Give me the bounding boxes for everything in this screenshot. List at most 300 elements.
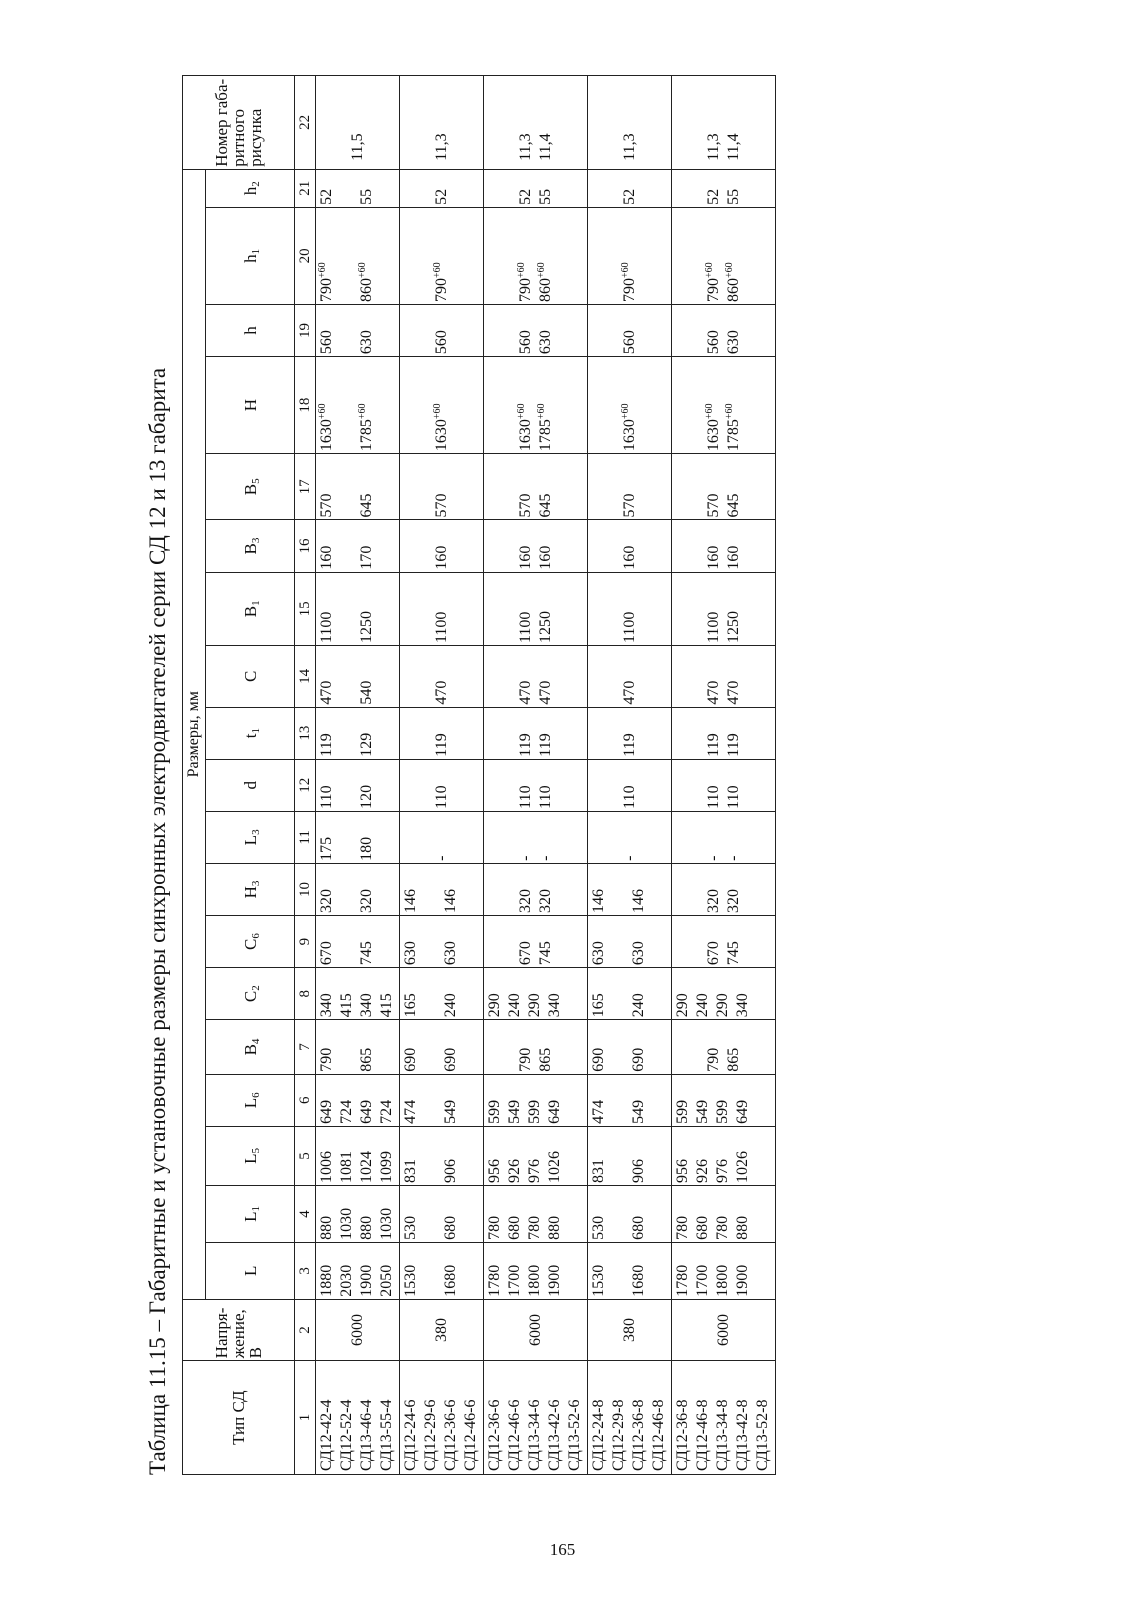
cell-line [649,866,669,913]
cell-line: 690 [402,1047,419,1072]
cell-line: 680 [630,1215,647,1240]
dim-header [206,454,295,520]
dim-subscript: 5 [249,478,262,484]
dim-cell-h1 [588,207,672,304]
voltage-cell: 6000 [484,1299,588,1361]
cell-line [317,359,337,451]
cell-line: СД12-46-8 [694,1399,711,1471]
dim-cell-h3 [400,863,484,915]
cell-line [609,1077,629,1124]
dim-subscript: 6 [249,933,262,939]
cell-line: СД13-55-4 [378,1399,395,1471]
cell-line: 1700 [506,1264,523,1297]
dim-cell-c6 [588,916,672,968]
tolerance-superscript: +60 [317,262,328,278]
table-row [588,76,672,1475]
dim-cell-c [400,646,484,708]
cell-line: 570 [516,493,534,518]
cell-line: 470 [724,680,742,705]
cell-line: 630 [402,941,419,966]
cell-line: 129 [358,732,375,757]
cell-line: СД12-29-6 [422,1399,439,1471]
table-row [316,76,400,1475]
cell-line: 119 [704,733,722,757]
cell-line [421,918,441,965]
column-number: 5 [295,1126,316,1185]
cell-value: 860 [358,277,375,302]
cell-line: 690 [630,1047,647,1072]
cell-line: 1026 [546,1151,563,1184]
dim-header [206,169,295,207]
cell-line [704,210,724,302]
dim-cell-b1 [316,572,400,645]
cell-line: 11,3 [704,133,722,161]
tolerance-superscript: +60 [619,262,631,278]
cell-line: 340 [734,993,751,1018]
dim-cell-l3 [316,811,400,863]
cell-line [377,456,397,517]
cell-line: 180 [358,836,375,861]
column-number: 4 [295,1186,316,1243]
cell-line: 55 [536,188,554,205]
dim-header [206,968,295,1020]
cell-line [337,814,357,861]
cell-line: 320 [318,889,335,914]
cell-line: 110 [704,785,722,809]
cell-line: 1250 [724,611,742,644]
cell-line [377,648,397,705]
column-number: 10 [295,863,316,915]
cell-line [357,210,377,302]
cell-line: 110 [432,785,450,809]
column-number: 8 [295,968,316,1020]
cell-line: СД12-36-6 [442,1399,459,1471]
cell-value: 1785 [536,419,554,452]
cell-line: 160 [516,545,534,570]
cell-line: 119 [318,733,335,757]
cell-line: 55 [724,188,742,205]
cell-line: 52 [620,188,638,205]
column-number: 9 [295,916,316,968]
dim-symbol: B [240,1044,260,1056]
dim-cell-b4 [400,1020,484,1074]
cell-line [337,866,357,913]
table-row [484,76,588,1475]
cell-line [461,1077,481,1124]
dim-cell-l3 [672,811,776,863]
dim-cell-h [484,304,588,356]
cell-line: 11,3 [432,133,450,161]
cell-line: 780 [486,1215,503,1240]
cell-line: 549 [694,1099,711,1124]
dim-symbol: L [240,1265,260,1277]
dim-symbol: L [240,1153,260,1164]
cell-value: 1630 [318,419,335,452]
dim-cell-b1 [400,572,484,645]
cell-line: 110 [724,785,742,809]
dim-cell-l [400,1242,484,1299]
cell-line [649,1129,669,1183]
cell-line: 780 [526,1215,543,1240]
column-number: 6 [295,1074,316,1126]
cell-line: 570 [432,493,450,518]
cell-line [461,918,481,965]
cell-line: СД13-42-6 [546,1399,563,1471]
dim-cell-l5 [672,1126,776,1185]
cell-line: СД12-36-8 [674,1399,691,1471]
dim-symbol: t [240,733,260,739]
dim-symbol: h [240,186,260,196]
cell-line: 415 [338,993,355,1018]
dim-symbol: L [240,1097,260,1109]
cell-line: 1530 [590,1264,607,1297]
cell-line: 240 [506,993,523,1018]
cell-value: 1630 [516,419,534,452]
cell-line: СД12-36-8 [630,1399,647,1471]
dim-cell-b3 [588,520,672,572]
dim-cell-b5 [316,454,400,520]
cell-line: 680 [442,1215,459,1240]
tolerance-superscript: +60 [357,262,368,278]
cell-line: 560 [516,330,534,355]
dim-cell-l6 [484,1074,588,1126]
dim-symbol: d [240,781,260,790]
figure-cell [588,76,672,170]
cell-value: 790 [318,277,335,302]
cell-line [536,359,556,451]
cell-line: СД13-34-6 [526,1399,543,1471]
cell-line: 956 [674,1159,691,1184]
cell-line [337,307,357,354]
cell-line: 560 [318,330,335,355]
cell-line: 175 [318,836,335,861]
figure-cell [672,76,776,170]
cell-line [377,307,397,354]
cell-line: 290 [526,993,543,1018]
dim-cell-h2 [484,169,588,207]
cell-line [620,359,640,451]
cell-line: СД12-24-8 [590,1399,607,1471]
dim-header [206,1074,295,1126]
dim-cell-h [588,304,672,356]
dim-cell-l6 [588,1074,672,1126]
tolerance-superscript: +60 [703,403,715,420]
cell-line: 780 [674,1215,691,1240]
dim-header [206,759,295,811]
cell-line: 160 [318,545,335,570]
cell-line: 146 [630,889,647,914]
cell-line: 570 [620,493,638,518]
dim-header [206,811,295,863]
cell-line: 630 [724,330,742,355]
cell-line [357,359,377,451]
type-header: Тип СД [183,1361,295,1475]
figure-cell [400,76,484,170]
motor-type-cell [672,1361,776,1475]
cell-line: 52 [704,188,722,205]
cell-line: 790 [516,1047,534,1072]
cell-line: 649 [318,1099,335,1124]
cell-line: 630 [630,941,647,966]
cell-value: 1630 [620,419,638,452]
motor-type-cell [316,1361,400,1475]
dim-cell-h1 [484,207,588,304]
cell-line: 240 [694,993,711,1018]
dim-header [206,916,295,968]
cell-line: 1250 [536,611,554,644]
cell-line: 165 [590,993,607,1018]
cell-line: 865 [536,1047,554,1072]
cell-value: 860 [536,277,554,302]
cell-line: 880 [358,1215,375,1240]
dim-cell-b1 [484,572,588,645]
dim-symbol: L [240,834,260,846]
cell-line: - [704,855,722,861]
cell-line: 110 [620,785,638,809]
cell-line: 1100 [704,611,722,644]
cell-line: 1700 [694,1264,711,1297]
dim-cell-l [672,1242,776,1299]
dim-cell-l6 [316,1074,400,1126]
cell-line: 160 [620,545,638,570]
cell-line: 926 [694,1159,711,1184]
cell-line: 11,4 [724,133,742,161]
cell-line: 690 [590,1047,607,1072]
dim-symbol: C [240,990,260,1003]
tolerance-superscript: +60 [723,403,735,420]
dim-cell-b3 [672,520,776,572]
cell-line: 320 [536,889,554,914]
cell-line: 470 [620,680,638,705]
cell-line: 320 [358,889,375,914]
cell-line: 1100 [432,611,450,644]
cell-value: 790 [620,277,638,302]
sizes-header: Размеры, мм [183,169,206,1299]
cell-line: 560 [620,330,638,355]
cell-line: СД12-46-6 [506,1399,523,1471]
cell-line: 865 [724,1047,742,1072]
dim-cell-h3 [672,863,776,915]
dim-cell-c6 [400,916,484,968]
cell-line [337,522,357,569]
cell-line [609,1245,629,1297]
cell-line [649,1245,669,1297]
tolerance-superscript: +60 [515,403,527,420]
column-number: 11 [295,811,316,863]
cell-line: 470 [432,680,450,705]
cell-line: 976 [714,1159,731,1184]
cell-line: 1680 [442,1264,459,1297]
cell-line: - [536,855,554,861]
cell-line: 160 [432,545,450,570]
cell-line: СД13-52-8 [754,1399,771,1471]
cell-line: 690 [442,1047,459,1072]
cell-line: СД12-29-8 [610,1399,627,1471]
cell-line: 1780 [486,1264,503,1297]
cell-line: 240 [442,993,459,1018]
cell-line: - [516,855,534,861]
cell-line: СД12-24-6 [402,1399,419,1471]
cell-line: 52 [318,188,335,205]
cell-line: 290 [714,993,731,1018]
cell-line: - [724,855,742,861]
cell-line: 415 [378,993,395,1018]
cell-line [649,918,669,965]
dim-cell-l1 [400,1186,484,1243]
dim-symbol: h [240,254,260,263]
dim-cell-l6 [672,1074,776,1126]
cell-line: 745 [536,941,554,966]
cell-value: 1630 [432,419,450,452]
cell-line [377,814,397,861]
cell-line [421,1188,441,1240]
cell-line: 320 [724,889,742,914]
cell-line [377,1022,397,1071]
cell-line: 670 [704,941,722,966]
dim-cell-b5 [588,454,672,520]
cell-line: 530 [402,1215,419,1240]
dim-cell-d [588,759,672,811]
dim-symbol: B [240,543,260,555]
cell-line: 290 [486,993,503,1018]
dim-subscript: 1 [249,248,262,255]
dim-header [206,707,295,759]
dim-cell-d [672,759,776,811]
dim-symbol: L [240,1211,260,1222]
cell-line [337,762,357,809]
cell-line: 880 [734,1215,751,1240]
cell-line: 55 [358,188,375,205]
dim-symbol: H [240,398,260,412]
cell-line: 119 [432,733,450,757]
cell-line [377,575,397,643]
cell-value: 790 [516,277,534,302]
cell-line [337,710,357,757]
dim-cell-t1 [672,707,776,759]
dim-cell-b1 [672,572,776,645]
dim-header [206,1126,295,1185]
column-number: 20 [295,207,316,304]
tolerance-superscript: +60 [703,262,715,278]
dim-cell-t1 [588,707,672,759]
cell-line: 1081 [338,1151,355,1184]
cell-line: 146 [442,889,459,914]
cell-line: 1100 [516,611,534,644]
cell-line: 540 [358,680,375,705]
cell-line [421,1022,441,1071]
dim-subscript: 1 [249,600,262,606]
table-body [316,76,776,1475]
dim-cell-l [588,1242,672,1299]
cell-line: 11,3 [516,133,534,161]
column-number: 16 [295,520,316,572]
dim-cell-l [316,1242,400,1299]
cell-line: 170 [358,545,375,570]
dimensions-table [182,75,776,1475]
cell-line [337,359,357,451]
dim-cell-b3 [484,520,588,572]
cell-line: 831 [402,1159,419,1184]
column-number: 13 [295,707,316,759]
cell-line: 11,3 [620,133,638,161]
dim-header [206,1186,295,1243]
dim-cell-b3 [400,520,484,572]
cell-line [516,359,536,451]
cell-line: 474 [590,1099,607,1124]
dim-cell-h1 [316,207,400,304]
cell-line: СД12-46-6 [462,1399,479,1471]
cell-line: 1680 [630,1264,647,1297]
column-number: 12 [295,759,316,811]
column-number: 22 [295,76,316,170]
dim-symbol: h [240,326,260,335]
tolerance-superscript: +60 [619,403,631,420]
dim-cell-c6 [316,916,400,968]
dim-symbol: B [240,605,260,618]
cell-line [421,1129,441,1183]
tolerance-superscript: +60 [723,262,735,278]
dim-cell-c6 [484,916,588,968]
cell-line: - [620,855,638,861]
cell-line: 1100 [620,611,638,644]
cell-line [609,1022,629,1071]
dim-header [206,357,295,454]
cell-line: 956 [486,1159,503,1184]
column-number: 1 [295,1361,316,1475]
cell-line [649,1188,669,1240]
dim-cell-d [316,759,400,811]
table-caption: Таблица 11.15 – Габаритные и установочные размеры синхронных электродвигателей серии СД 12 и 13 габарита [145,367,170,1475]
dim-subscript: 2 [249,985,262,991]
cell-line: 1780 [674,1264,691,1297]
dim-cell-h [400,304,484,356]
tolerance-superscript: +60 [357,403,368,420]
rotated-table-block [138,75,798,1475]
dim-cell-h3 [316,863,400,915]
cell-line [317,210,337,302]
dim-cell-b3 [316,520,400,572]
dim-cell-h [672,357,776,454]
cell-line: 2050 [378,1264,395,1297]
cell-line: СД12-52-4 [338,1399,355,1471]
cell-line [620,210,640,302]
dim-subscript: 3 [249,537,262,544]
cell-line [724,210,744,302]
cell-line: 645 [358,493,375,518]
cell-line [432,210,452,302]
cell-line: 1030 [338,1207,355,1240]
cell-line: 470 [318,680,335,705]
cell-line: 474 [402,1099,419,1124]
dim-cell-c2 [484,968,588,1020]
cell-value: 1785 [358,419,375,452]
dim-header [206,646,295,708]
cell-line: 599 [486,1099,503,1124]
dim-cell-d [400,759,484,811]
dim-cell-t1 [316,707,400,759]
tolerance-superscript: +60 [431,403,443,420]
cell-line: 1900 [734,1264,751,1297]
cell-value: 860 [724,277,742,302]
cell-line: 630 [590,941,607,966]
dimension-header-row [206,76,295,1475]
cell-line [337,456,357,517]
dim-cell-b1 [588,572,672,645]
cell-line: 110 [318,785,335,809]
cell-line [337,210,357,302]
cell-line: СД12-42-4 [318,1399,335,1471]
cell-line: 549 [630,1099,647,1124]
